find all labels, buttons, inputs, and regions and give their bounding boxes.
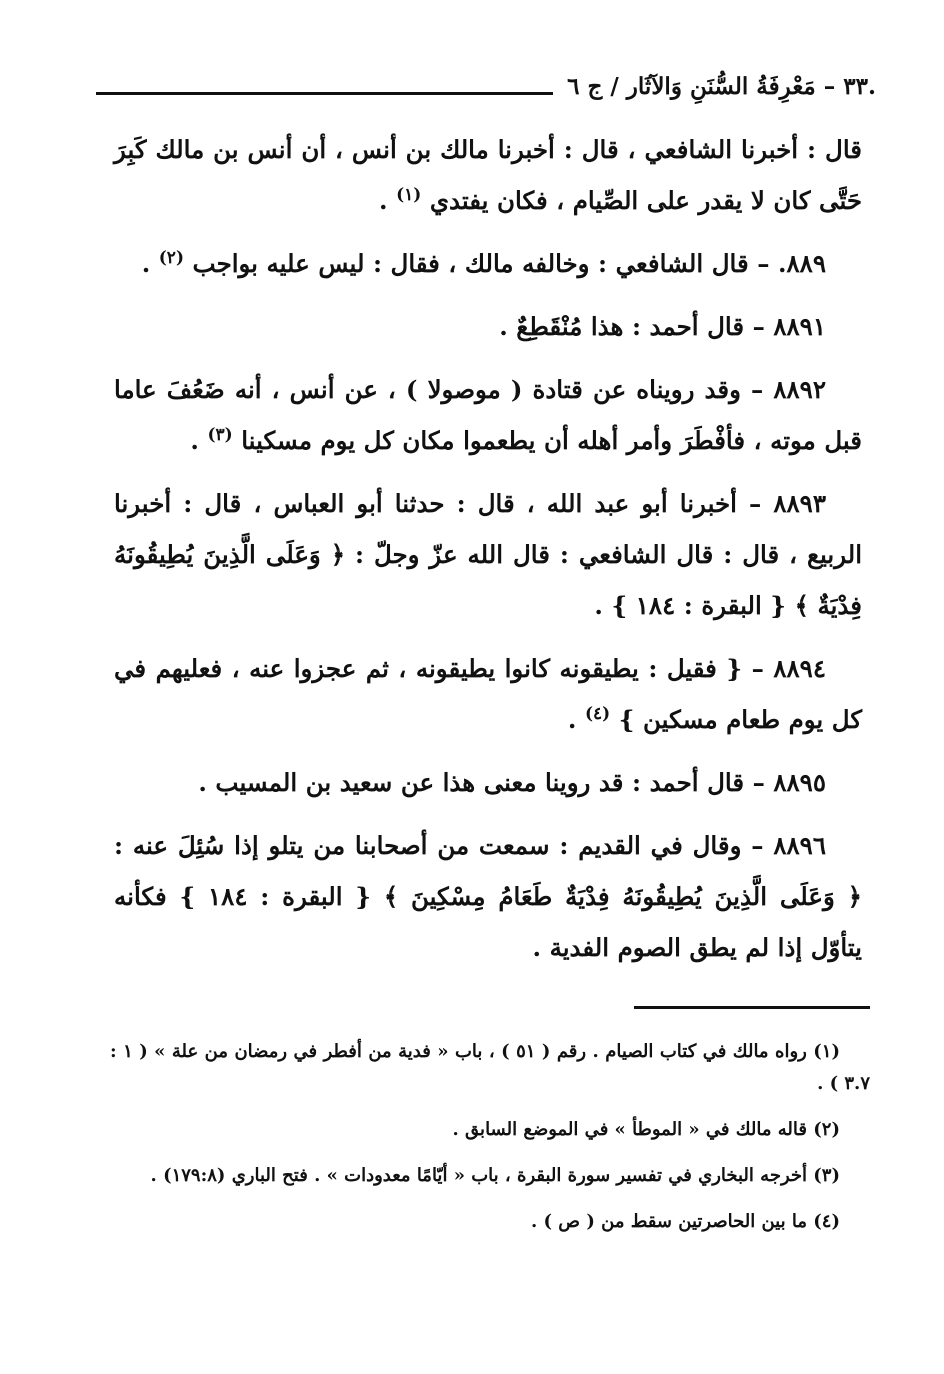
paragraph-text: ٨٨٩١ – قال أحمد : هذا مُنْقَطِعٌ . [499, 312, 826, 341]
paragraph-end: . [141, 249, 159, 278]
paragraph-end: . [379, 186, 397, 215]
running-title: .٣٣ – مَعْرِفَةُ السُّنَنِ وَالآثَار / ج ٦ [567, 72, 876, 100]
paragraph-text: قال : أخبرنا الشافعي ، قال : أخبرنا مالك بن أنس ، أن أنس بن مالك كَبِرَ حَتَّى كان لا يقدر على الصِّيام ، فكان يفتدي [114, 135, 862, 215]
footnote-ref: (١) [396, 184, 422, 205]
paragraph-text: ٨٨٩٣ – أخبرنا أبو عبد الله ، قال : حدثنا أبو العباس ، قال : أخبرنا الربيع ، قال : قال الشافعي : قال الله عزّ وجلّ : ﴿ وَعَلَى الَّذِينَ يُطِيقُونَهُ فِدْيَةٌ ﴾ { البقرة : ١٨٤ } . [114, 489, 862, 620]
footnote-separator [634, 1006, 870, 1009]
paragraph [114, 643, 862, 745]
paragraph-end: . [567, 705, 585, 734]
footnotes [110, 1036, 870, 1252]
footnote: (١) رواه مالك في كتاب الصيام . رقم ( ٥١ ) ، باب « فدية من أفطر في رمضان من علة » ( ١ : ٣.٧ ) . [110, 1041, 870, 1094]
page-header [96, 66, 876, 106]
footnote: (٢) قاله مالك في « الموطأ » في الموضع السابق . [452, 1119, 840, 1140]
footnote: (٣) أخرجه البخاري في تفسير سورة البقرة ، باب « أيّامًا معدودات » . فتح الباري (١٧٩:٨) . [150, 1165, 840, 1186]
paragraph [114, 124, 862, 226]
paragraph-text: ٨٨٩٦ – وقال في القديم : سمعت من أصحابنا من يتلو إذا سُئِلَ عنه : ﴿ وَعَلَى الَّذِينَ يُطِيقُونَهُ فِدْيَةٌ طَعَامُ مِسْكِينَ ﴾ { البقرة : ١٨٤ } فكأنه يتأوّل إذا لم يطق الصوم الفدية . [114, 831, 862, 962]
paragraph [114, 757, 862, 808]
paragraph-text: ٨٨٩٢ – وقد رويناه عن قتادة ( موصولا ) ، عن أنس ، أنه ضَعُفَ عاما قبل موته ، فأفْطَرَ وأمر أهله أن يطعموا مكان كل يوم مسكينا [114, 375, 862, 455]
footnote-ref: (٣) [207, 424, 233, 445]
main-text [114, 124, 862, 985]
paragraph [114, 820, 862, 973]
footnote: (٤) ما بين الحاصرتين سقط من ( ص ) . [530, 1211, 840, 1232]
paragraph [114, 478, 862, 631]
paragraph-end: . [190, 426, 208, 455]
paragraph [114, 238, 862, 289]
paragraph-text: ٨٨٩٤ – { فقيل : يطيقونه كانوا يطيقونه ، ثم عجزوا عنه ، فعليهم في كل يوم طعام مسكين } [114, 654, 862, 734]
header-rule [96, 92, 553, 95]
footnote-ref: (٤) [584, 703, 611, 724]
paragraph-text: ٨٨٩. – قال الشافعي : وخالفه مالك ، فقال : ليس عليه بواجب [192, 249, 826, 278]
paragraph [114, 301, 862, 352]
paragraph [114, 364, 862, 466]
paragraph-text: ٨٨٩٥ – قال أحمد : قد روينا معنى هذا عن سعيد بن المسيب . [198, 768, 826, 797]
footnote-ref: (٢) [158, 247, 184, 268]
